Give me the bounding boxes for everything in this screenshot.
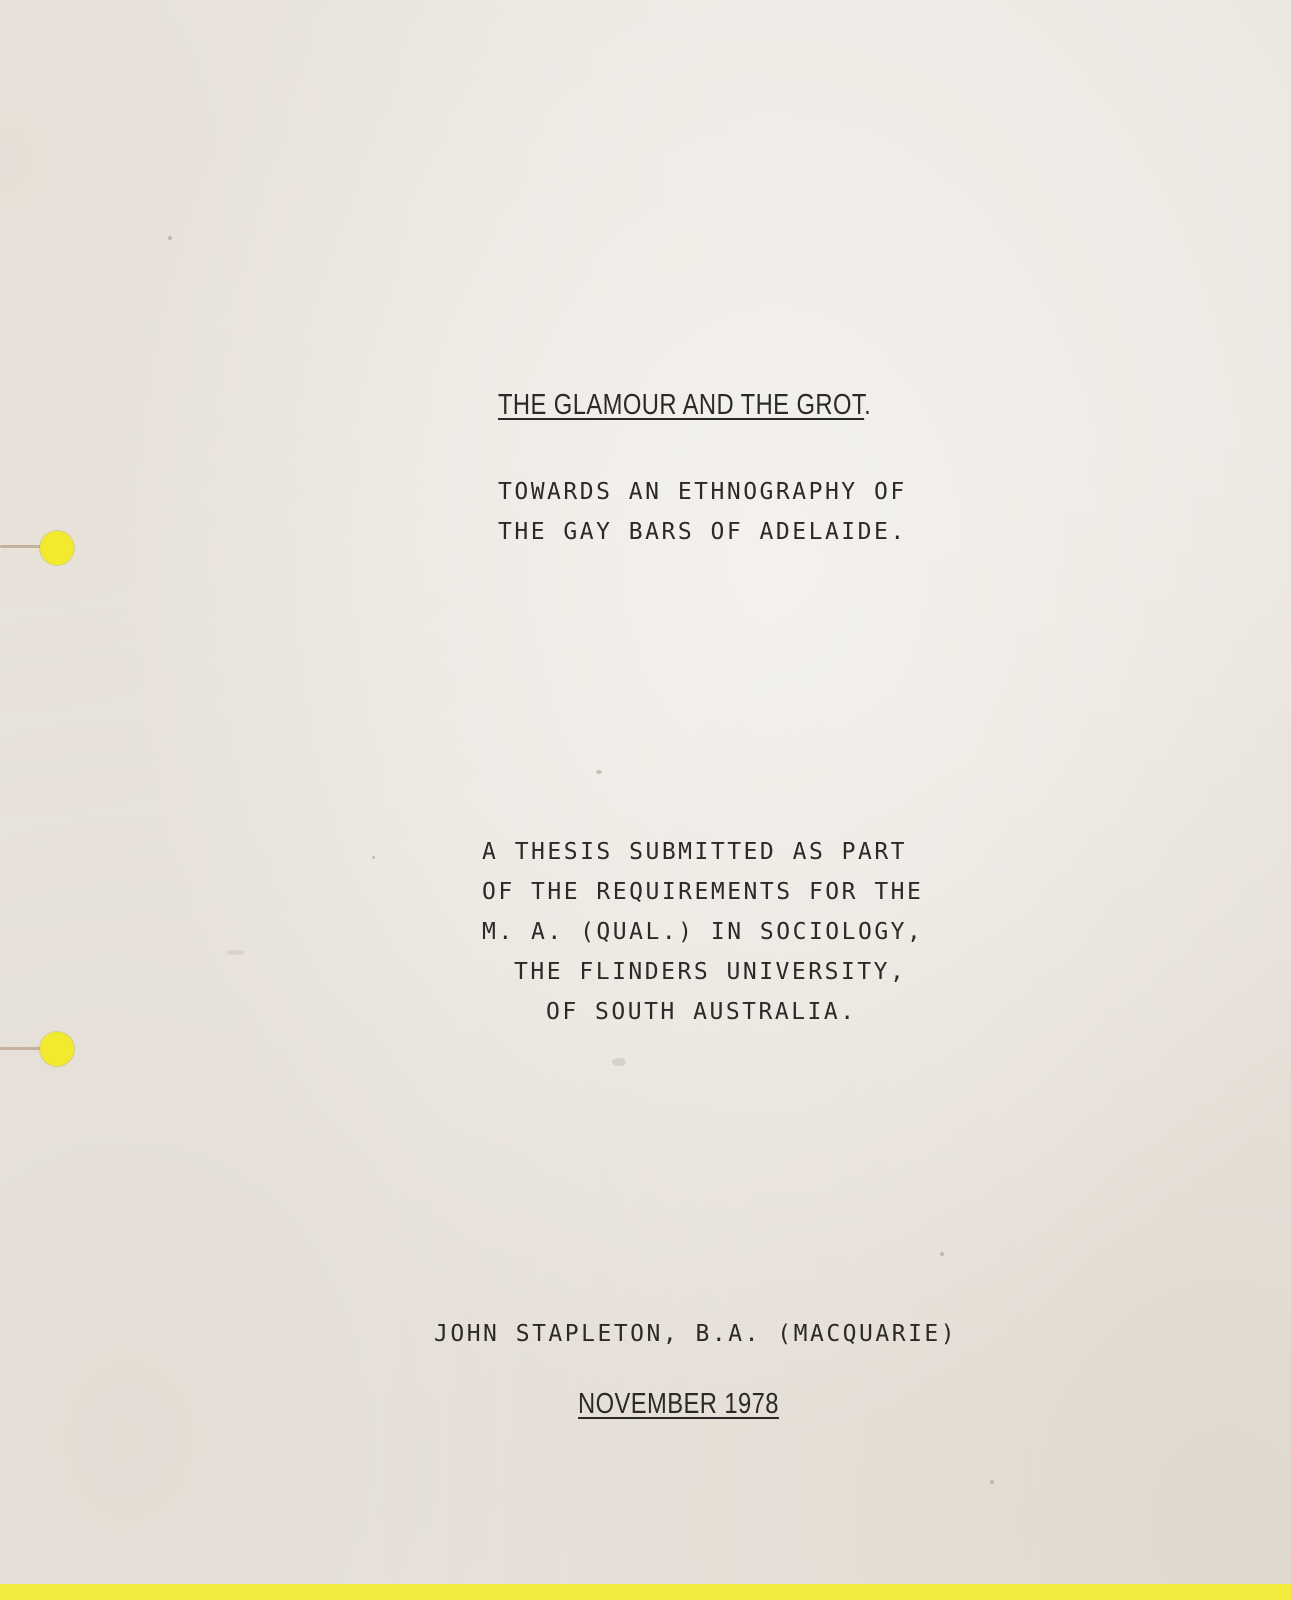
thesis-title-punct: . [864, 389, 872, 421]
thesis-statement-line-4: THE FLINDERS UNIVERSITY, [514, 959, 907, 985]
subtitle-line-1: TOWARDS AN ETHNOGRAPHY OF [498, 479, 907, 505]
submission-date: NOVEMBER 1978 [578, 1388, 779, 1420]
paper-speck [168, 236, 172, 240]
thesis-statement-line-3: M. A. (QUAL.) IN SOCIOLOGY, [482, 919, 924, 945]
thesis-statement-line-5: OF SOUTH AUSTRALIA. [546, 999, 857, 1025]
thesis-statement-line-1: A THESIS SUBMITTED AS PART [482, 839, 908, 865]
paper-speck [372, 856, 375, 859]
binding-hole-bottom [40, 1032, 74, 1066]
paper-speck [612, 1058, 626, 1066]
paper-speck [990, 1480, 994, 1484]
binding-thread-top [0, 545, 44, 548]
subtitle-line-2: THE GAY BARS OF ADELAIDE. [498, 519, 907, 545]
paper-speck [940, 1252, 944, 1256]
bottom-cover-edge [0, 1584, 1291, 1600]
author-line: JOHN STAPLETON, B.A. (MACQUARIE) [434, 1321, 958, 1347]
thesis-title-text: THE GLAMOUR AND THE GROT [498, 389, 865, 421]
thesis-statement-line-2: OF THE REQUIREMENTS FOR THE [482, 879, 924, 905]
binding-thread-bottom [0, 1047, 44, 1050]
paper-speck [226, 950, 244, 955]
thesis-title [498, 391, 871, 419]
binding-hole-top [40, 531, 74, 565]
paper-speck [596, 770, 602, 774]
